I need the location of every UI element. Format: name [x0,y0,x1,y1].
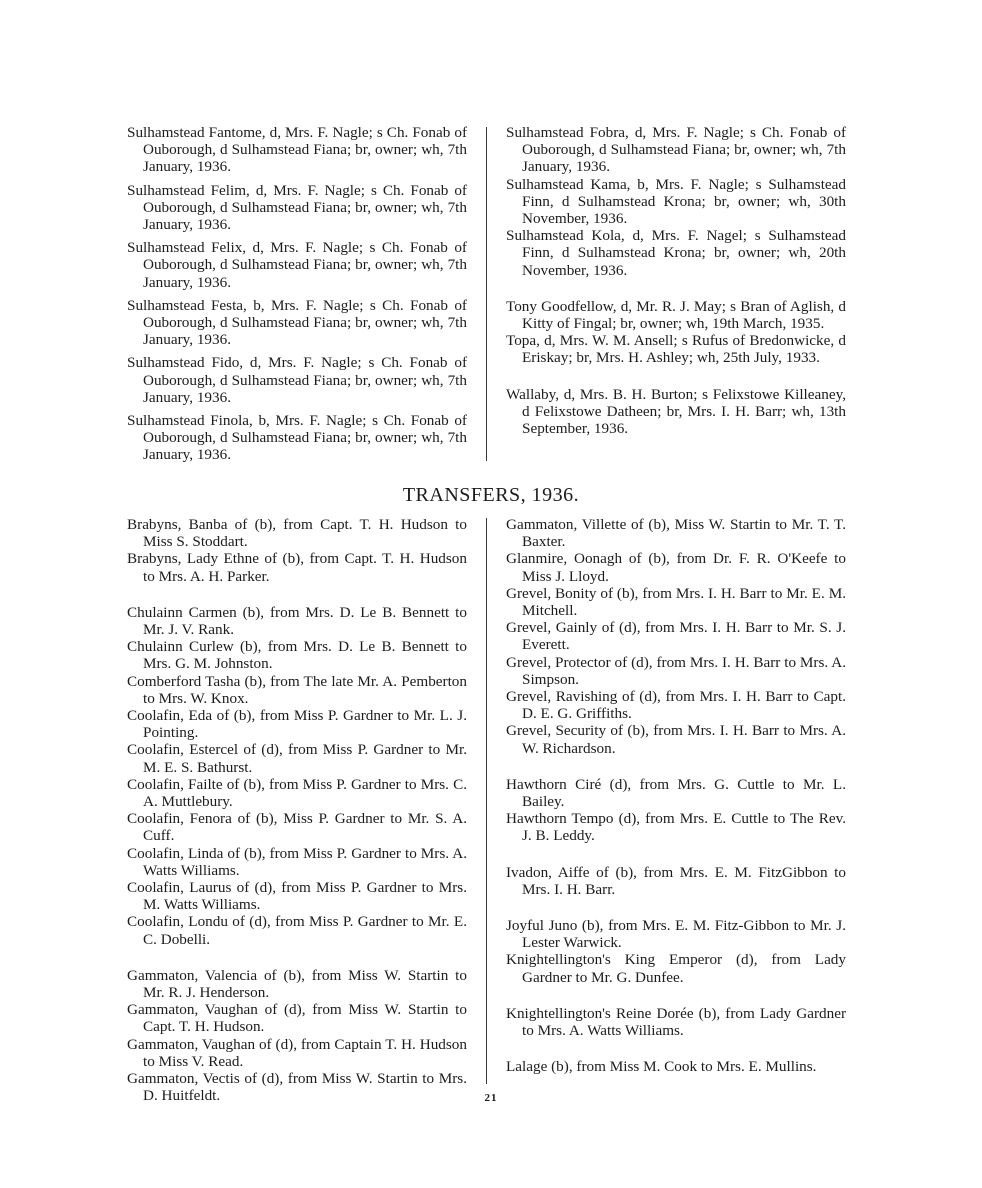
entry: Sulhamstead Fido, d, Mrs. F. Nagle; s Ch. Fonab of Ouborough, d Sulhamstead Fiana; br, owner; wh, 7th January, 1936. [127,354,467,406]
entry: Coolafin, Londu of (d), from Miss P. Gardner to Mr. E. C. Dobelli. [127,913,467,948]
section-heading: TRANSFERS, 1936. [402,484,580,506]
entry: Brabyns, Lady Ethne of (b), from Capt. T. H. Hudson to Mrs. A. H. Parker. [127,550,467,585]
entry: Grevel, Bonity of (b), from Mrs. I. H. Barr to Mr. E. M. Mitchell. [506,584,846,620]
column-divider [486,518,487,1084]
entry: Coolafin, Laurus of (d), from Miss P. Gardner to Mrs. M. Watts Williams. [127,879,467,914]
entry: Comberford Tasha (b), from The late Mr. A. Pemberton to Mrs. W. Knox. [127,672,467,707]
entry: Coolafin, Eda of (b), from Miss P. Gardner to Mr. L. J. Pointing. [127,707,467,742]
entry: Grevel, Security of (b), from Mrs. I. H. Barr to Mrs. A. W. Richardson. [506,722,846,757]
entry: Knightellington's Reine Dorée (b), from Lady Gardner to Mrs. A. Watts Williams. [506,1004,846,1040]
registrations-left-column [127,124,467,464]
entry: Gammaton, Villette of (b), Miss W. Startin to Mr. T. T. Baxter. [506,516,846,551]
entry: Sulhamstead Fobra, d, Mrs. F. Nagle; s Ch. Fonab of Ouborough, d Sulhamstead Fiana; br, owner; wh, 7th January, 1936. [506,124,846,176]
entry: Gammaton, Valencia of (b), from Miss W. Startin to Mr. R. J. Henderson. [127,966,467,1002]
entry: Sulhamstead Finola, b, Mrs. F. Nagle; s Ch. Fonab of Ouborough, d Sulhamstead Fiana; br, owner; wh, 7th January, 1936. [127,412,467,464]
entry: Sulhamstead Kola, d, Mrs. F. Nagel; s Sulhamstead Finn, d Sulhamstead Krona; br, owner; wh, 20th November, 1936. [506,227,846,279]
registrations-right-column [506,124,846,437]
entry: Grevel, Protector of (d), from Mrs. I. H. Barr to Mrs. A. Simpson. [506,653,846,688]
entry: Sulhamstead Festa, b, Mrs. F. Nagle; s Ch. Fonab of Ouborough, d Sulhamstead Fiana; br, owner; wh, 7th January, 1936. [127,296,467,349]
entry: Joyful Juno (b), from Mrs. E. M. Fitz-Gibbon to Mr. J. Lester Warwick. [506,917,846,952]
entry: Gammaton, Vaughan of (d), from Captain T. H. Hudson to Miss V. Read. [127,1035,467,1070]
entry: Topa, d, Mrs. W. M. Ansell; s Rufus of Bredonwicke, d Eriskay; br, Mrs. H. Ashley; wh, 25th July, 1933. [506,332,846,367]
entry: Brabyns, Banba of (b), from Capt. T. H. Hudson to Miss S. Stoddart. [127,516,467,551]
entry: Sulhamstead Kama, b, Mrs. F. Nagle; s Sulhamstead Finn, d Sulhamstead Krona; br, owner; wh, 30th November, 1936. [506,175,846,228]
entry: Wallaby, d, Mrs. B. H. Burton; s Felixstowe Killeaney, d Felixstowe Datheen; br, Mrs. I. H. Barr; wh, 13th September, 1936. [506,385,846,438]
entry: Gammaton, Vectis of (d), from Miss W. Startin to Mrs. D. Huitfeldt. [127,1070,467,1105]
entry: Gammaton, Vaughan of (d), from Miss W. Startin to Capt. T. H. Hudson. [127,1001,467,1036]
column-divider [486,127,487,461]
entry: Grevel, Ravishing of (d), from Mrs. I. H. Barr to Capt. D. E. G. Griffiths. [506,688,846,723]
entry: Coolafin, Fenora of (b), Miss P. Gardner to Mr. S. A. Cuff. [127,810,467,845]
entry: Coolafin, Estercel of (d), from Miss P. Gardner to Mr. M. E. S. Bathurst. [127,741,467,776]
transfers-left-column [127,516,467,1105]
entry: Glanmire, Oonagh of (b), from Dr. F. R. O'Keefe to Miss J. Lloyd. [506,550,846,585]
page-number: 21 [484,1092,498,1104]
transfers-right-column [506,516,846,1075]
entry: Sulhamstead Felix, d, Mrs. F. Nagle; s Ch. Fonab of Ouborough, d Sulhamstead Fiana; br, owner; wh, 7th January, 1936. [127,239,467,291]
entry: Tony Goodfellow, d, Mr. R. J. May; s Bran of Aglish, d Kitty of Fingal; br, owner; wh, 19th March, 1935. [506,297,846,333]
entry: Chulainn Carmen (b), from Mrs. D. Le B. Bennett to Mr. J. V. Rank. [127,603,467,639]
entry: Grevel, Gainly of (d), from Mrs. I. H. Barr to Mr. S. J. Everett. [506,619,846,654]
entry: Lalage (b), from Miss M. Cook to Mrs. E. Mullins. [506,1058,817,1076]
entry: Coolafin, Failte of (b), from Miss P. Gardner to Mrs. C. A. Muttlebury. [127,775,467,811]
entry: Hawthorn Ciré (d), from Mrs. G. Cuttle to Mr. L. Bailey. [506,775,846,811]
entry: Ivadon, Aiffe of (b), from Mrs. E. M. FitzGibbon to Mrs. I. H. Barr. [506,863,846,898]
entry: Sulhamstead Felim, d, Mrs. F. Nagle; s Ch. Fonab of Ouborough, d Sulhamstead Fiana; br, owner; wh, 7th January, 1936. [127,181,467,234]
entry: Chulainn Curlew (b), from Mrs. D. Le B. Bennett to Mrs. G. M. Johnston. [127,638,467,673]
entry: Hawthorn Tempo (d), from Mrs. E. Cuttle to The Rev. J. B. Leddy. [506,810,846,845]
entry: Coolafin, Linda of (b), from Miss P. Gardner to Mrs. A. Watts Williams. [127,844,467,879]
entry: Sulhamstead Fantome, d, Mrs. F. Nagle; s Ch. Fonab of Ouborough, d Sulhamstead Fiana; br, owner; wh, 7th January, 1936. [127,124,467,176]
entry: Knightellington's King Emperor (d), from Lady Gardner to Mr. G. Dunfee. [506,951,846,986]
